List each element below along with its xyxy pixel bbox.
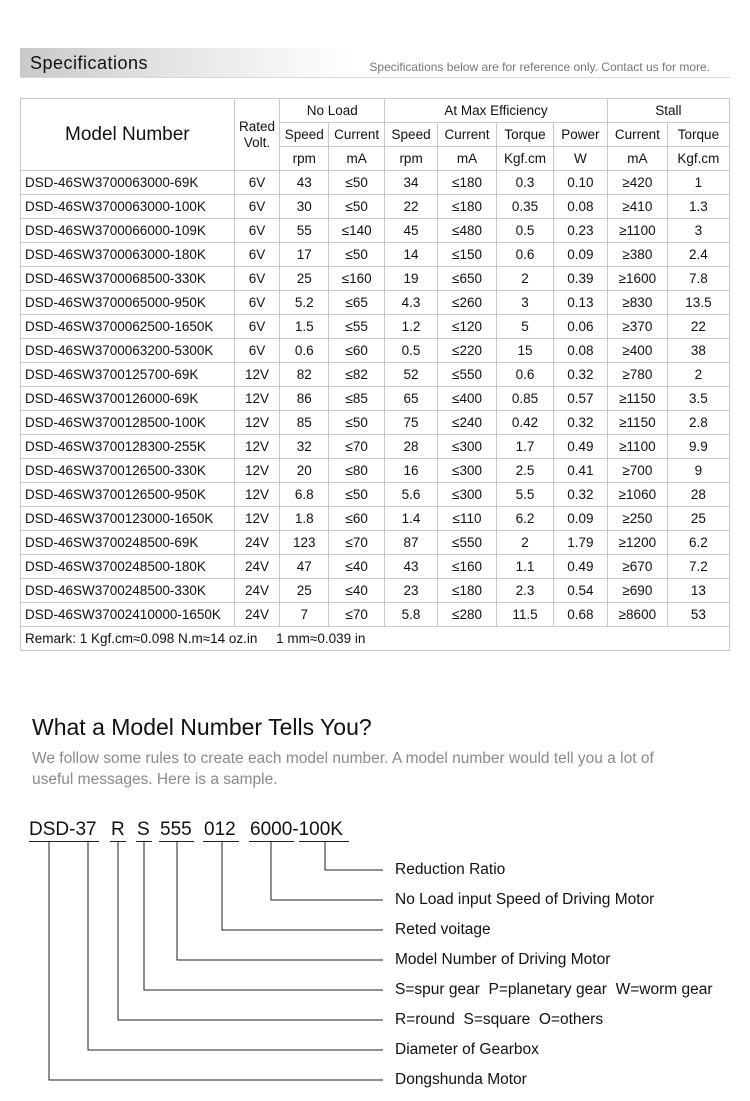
value-cell: ≤550 <box>438 531 497 555</box>
value-cell: ≤70 <box>329 531 385 555</box>
value-cell: ≥400 <box>607 339 667 363</box>
value-cell: ≤120 <box>438 315 497 339</box>
value-cell: 7.2 <box>667 555 729 579</box>
param-header: Power <box>553 123 607 147</box>
value-cell: ≤82 <box>329 363 385 387</box>
section-title: Specifications <box>30 53 149 73</box>
value-cell: 6.8 <box>280 483 329 507</box>
value-cell: 65 <box>385 387 438 411</box>
value-cell: 5.8 <box>385 603 438 627</box>
value-cell: 0.57 <box>553 387 607 411</box>
model-cell: DSD-46SW3700063000-180K <box>21 243 235 267</box>
value-cell: 0.08 <box>553 195 607 219</box>
value-cell: 14 <box>385 243 438 267</box>
unit-header: mA <box>607 147 667 171</box>
leader-voltage <box>222 842 383 930</box>
value-cell: 0.6 <box>280 339 329 363</box>
value-cell: 86 <box>280 387 329 411</box>
label-brand: Dongshunda Motor <box>395 1071 527 1088</box>
unit-header: Kgf.cm <box>667 147 729 171</box>
value-cell: 0.35 <box>497 195 554 219</box>
value-cell: 0.41 <box>553 459 607 483</box>
value-cell: ≤85 <box>329 387 385 411</box>
value-cell: 1.8 <box>280 507 329 531</box>
value-cell: 75 <box>385 411 438 435</box>
voltage-cell: 24V <box>234 579 280 603</box>
value-cell: 5.6 <box>385 483 438 507</box>
value-cell: 3.5 <box>667 387 729 411</box>
param-header: Current <box>607 123 667 147</box>
model-cell: DSD-46SW3700066000-109K <box>21 219 235 243</box>
value-cell: ≥1060 <box>607 483 667 507</box>
value-cell: 123 <box>280 531 329 555</box>
value-cell: ≤40 <box>329 579 385 603</box>
model-segment-gear-type: S <box>137 819 150 840</box>
value-cell: 0.10 <box>553 171 607 195</box>
value-cell: 3 <box>667 219 729 243</box>
value-cell: 87 <box>385 531 438 555</box>
param-header: Speed <box>385 123 438 147</box>
param-header: Current <box>438 123 497 147</box>
value-cell: ≥1200 <box>607 531 667 555</box>
value-cell: 32 <box>280 435 329 459</box>
value-cell: 2.5 <box>497 459 554 483</box>
param-header: Torque <box>667 123 729 147</box>
value-cell: ≥8600 <box>607 603 667 627</box>
value-cell: 1.3 <box>667 195 729 219</box>
value-cell: ≤160 <box>438 555 497 579</box>
value-cell: 1.2 <box>385 315 438 339</box>
value-cell: 1.5 <box>280 315 329 339</box>
value-cell: 0.13 <box>553 291 607 315</box>
value-cell: 0.6 <box>497 363 554 387</box>
model-cell: DSD-46SW3700248500-180K <box>21 555 235 579</box>
value-cell: 0.85 <box>497 387 554 411</box>
model-cell: DSD-46SW3700065000-950K <box>21 291 235 315</box>
label-shape: R=round S=square O=others <box>395 1011 604 1028</box>
value-cell: 2 <box>667 363 729 387</box>
param-header: Current <box>329 123 385 147</box>
value-cell: 23 <box>385 579 438 603</box>
value-cell: 22 <box>385 195 438 219</box>
value-cell: ≤70 <box>329 603 385 627</box>
value-cell: 0.09 <box>553 243 607 267</box>
voltage-cell: 24V <box>234 603 280 627</box>
voltage-cell: 6V <box>234 291 280 315</box>
value-cell: ≤650 <box>438 267 497 291</box>
value-cell: ≥370 <box>607 315 667 339</box>
value-cell: 20 <box>280 459 329 483</box>
value-cell: 11.5 <box>497 603 554 627</box>
model-segment-shape: R <box>111 819 125 840</box>
value-cell: ≤60 <box>329 339 385 363</box>
value-cell: 43 <box>280 171 329 195</box>
value-cell: ≤300 <box>438 483 497 507</box>
model-cell: DSD-46SW3700123000-1650K <box>21 507 235 531</box>
value-cell: 6.2 <box>497 507 554 531</box>
label-reduction-ratio: Reduction Ratio <box>395 861 506 878</box>
model-segment-series: DSD-37 <box>29 819 97 840</box>
value-cell: 82 <box>280 363 329 387</box>
voltage-cell: 6V <box>234 171 280 195</box>
value-cell: ≥1150 <box>607 411 667 435</box>
value-cell: ≤140 <box>329 219 385 243</box>
value-cell: 1.4 <box>385 507 438 531</box>
value-cell: 53 <box>667 603 729 627</box>
model-cell: DSD-46SW3700128300-255K <box>21 435 235 459</box>
voltage-cell: 6V <box>234 339 280 363</box>
unit-header: mA <box>329 147 385 171</box>
model-cell: DSD-46SW3700126000-69K <box>21 387 235 411</box>
value-cell: 5.2 <box>280 291 329 315</box>
leader-gear-type <box>144 842 383 990</box>
value-cell: 2 <box>497 267 554 291</box>
value-cell: 0.23 <box>553 219 607 243</box>
value-cell: 7.8 <box>667 267 729 291</box>
voltage-cell: 12V <box>234 507 280 531</box>
value-cell: 6.2 <box>667 531 729 555</box>
value-cell: 52 <box>385 363 438 387</box>
value-cell: ≥700 <box>607 459 667 483</box>
unit-header: rpm <box>280 147 329 171</box>
value-cell: ≤70 <box>329 435 385 459</box>
value-cell: 0.3 <box>497 171 554 195</box>
value-cell: 16 <box>385 459 438 483</box>
value-cell: 25 <box>280 579 329 603</box>
value-cell: 0.32 <box>553 411 607 435</box>
value-cell: 0.5 <box>497 219 554 243</box>
label-gear-type: S=spur gear P=planetary gear W=worm gear <box>395 981 713 998</box>
value-cell: 2.8 <box>667 411 729 435</box>
value-cell: ≥1150 <box>607 387 667 411</box>
max-efficiency-header: At Max Efficiency <box>385 99 608 123</box>
voltage-cell: 12V <box>234 483 280 507</box>
value-cell: 9.9 <box>667 435 729 459</box>
value-cell: ≤220 <box>438 339 497 363</box>
unit-header: rpm <box>385 147 438 171</box>
value-cell: ≤40 <box>329 555 385 579</box>
value-cell: 55 <box>280 219 329 243</box>
value-cell: 1.79 <box>553 531 607 555</box>
value-cell: 0.49 <box>553 435 607 459</box>
model-segment-motor: 555 <box>160 819 192 840</box>
value-cell: ≤80 <box>329 459 385 483</box>
value-cell: 0.68 <box>553 603 607 627</box>
value-cell: ≤50 <box>329 483 385 507</box>
value-cell: 28 <box>385 435 438 459</box>
value-cell: ≤180 <box>438 579 497 603</box>
value-cell: ≤50 <box>329 195 385 219</box>
param-header: Speed <box>280 123 329 147</box>
value-cell: 0.09 <box>553 507 607 531</box>
leader-driving-motor <box>177 842 383 960</box>
value-cell: 47 <box>280 555 329 579</box>
value-cell: ≥1100 <box>607 435 667 459</box>
value-cell: 0.54 <box>553 579 607 603</box>
value-cell: 4.3 <box>385 291 438 315</box>
value-cell: ≤280 <box>438 603 497 627</box>
model-cell: DSD-46SW3700248500-330K <box>21 579 235 603</box>
value-cell: 43 <box>385 555 438 579</box>
model-section-title: What a Model Number Tells You? <box>32 714 372 740</box>
voltage-cell: 6V <box>234 267 280 291</box>
value-cell: ≤180 <box>438 195 497 219</box>
model-cell: DSD-46SW3700063000-100K <box>21 195 235 219</box>
value-cell: 15 <box>497 339 554 363</box>
value-cell: 3 <box>497 291 554 315</box>
value-cell: ≤50 <box>329 171 385 195</box>
voltage-cell: 24V <box>234 531 280 555</box>
model-cell: DSD-46SW3700126500-330K <box>21 459 235 483</box>
value-cell: ≤50 <box>329 411 385 435</box>
value-cell: ≥690 <box>607 579 667 603</box>
leader-diameter <box>88 842 383 1050</box>
value-cell: 0.49 <box>553 555 607 579</box>
model-cell: DSD-46SW3700068500-330K <box>21 267 235 291</box>
value-cell: ≥1600 <box>607 267 667 291</box>
value-cell: 85 <box>280 411 329 435</box>
voltage-cell: 24V <box>234 555 280 579</box>
voltage-cell: 6V <box>234 315 280 339</box>
value-cell: ≤260 <box>438 291 497 315</box>
no-load-header: No Load <box>280 99 385 123</box>
voltage-cell: 6V <box>234 243 280 267</box>
value-cell: ≥670 <box>607 555 667 579</box>
value-cell: ≥420 <box>607 171 667 195</box>
model-section-intro: We follow some rules to create each model number. A model number would tell you a lot of useful messages. Here is a sample. <box>32 750 654 788</box>
voltage-cell: 12V <box>234 459 280 483</box>
model-cell: DSD-46SW3700248500-69K <box>21 531 235 555</box>
value-cell: ≤55 <box>329 315 385 339</box>
value-cell: 0.39 <box>553 267 607 291</box>
value-cell: 2.4 <box>667 243 729 267</box>
model-number-header: Model Number <box>21 99 235 171</box>
value-cell: 13 <box>667 579 729 603</box>
leader-brand <box>49 842 383 1080</box>
remark: Remark: 1 Kgf.cm≈0.098 N.m≈14 oz.in 1 mm≈0.039 in <box>21 627 730 651</box>
value-cell: ≤110 <box>438 507 497 531</box>
value-cell: ≤150 <box>438 243 497 267</box>
model-cell: DSD-46SW37002410000-1650K <box>21 603 235 627</box>
value-cell: ≤60 <box>329 507 385 531</box>
value-cell: 22 <box>667 315 729 339</box>
model-cell: DSD-46SW3700063000-69K <box>21 171 235 195</box>
voltage-cell: 6V <box>234 219 280 243</box>
leader-input-speed <box>271 842 383 900</box>
value-cell: ≤480 <box>438 219 497 243</box>
voltage-cell: 6V <box>234 195 280 219</box>
model-cell: DSD-46SW3700126500-950K <box>21 483 235 507</box>
value-cell: 34 <box>385 171 438 195</box>
voltage-cell: 12V <box>234 387 280 411</box>
stall-header: Stall <box>607 99 729 123</box>
value-cell: 1 <box>667 171 729 195</box>
value-cell: 25 <box>280 267 329 291</box>
param-header: Torque <box>497 123 554 147</box>
value-cell: 1.7 <box>497 435 554 459</box>
value-cell: 5 <box>497 315 554 339</box>
voltage-cell: 12V <box>234 363 280 387</box>
value-cell: 38 <box>667 339 729 363</box>
model-cell: DSD-46SW3700128500-100K <box>21 411 235 435</box>
unit-header: Kgf.cm <box>497 147 554 171</box>
value-cell: ≤160 <box>329 267 385 291</box>
value-cell: 0.08 <box>553 339 607 363</box>
value-cell: ≤180 <box>438 171 497 195</box>
value-cell: 2.3 <box>497 579 554 603</box>
value-cell: ≥380 <box>607 243 667 267</box>
value-cell: 9 <box>667 459 729 483</box>
value-cell: 5.5 <box>497 483 554 507</box>
value-cell: 17 <box>280 243 329 267</box>
value-cell: ≥1100 <box>607 219 667 243</box>
value-cell: ≤300 <box>438 435 497 459</box>
leader-reduction-ratio <box>325 842 383 870</box>
value-cell: ≥830 <box>607 291 667 315</box>
value-cell: ≥780 <box>607 363 667 387</box>
value-cell: 25 <box>667 507 729 531</box>
value-cell: ≤300 <box>438 459 497 483</box>
reference-note: Specifications below are for reference only. Contact us for more. <box>369 60 710 74</box>
model-segment-speed-ratio: 6000-100K <box>250 819 343 840</box>
value-cell: 0.5 <box>385 339 438 363</box>
model-cell: DSD-46SW3700062500-1650K <box>21 315 235 339</box>
leader-shape <box>118 842 383 1020</box>
value-cell: 0.32 <box>553 363 607 387</box>
voltage-cell: 12V <box>234 435 280 459</box>
value-cell: 0.06 <box>553 315 607 339</box>
value-cell: 2 <box>497 531 554 555</box>
value-cell: 0.32 <box>553 483 607 507</box>
value-cell: 45 <box>385 219 438 243</box>
model-cell: DSD-46SW3700063200-5300K <box>21 339 235 363</box>
value-cell: 30 <box>280 195 329 219</box>
voltage-cell: 12V <box>234 411 280 435</box>
value-cell: 7 <box>280 603 329 627</box>
value-cell: 19 <box>385 267 438 291</box>
value-cell: 28 <box>667 483 729 507</box>
label-input-speed: No Load input Speed of Driving Motor <box>395 891 655 908</box>
label-voltage: Reted voitage <box>395 921 491 938</box>
value-cell: 0.6 <box>497 243 554 267</box>
model-segment-voltage: 012 <box>204 819 236 840</box>
value-cell: ≤50 <box>329 243 385 267</box>
value-cell: 1.1 <box>497 555 554 579</box>
model-cell: DSD-46SW3700125700-69K <box>21 363 235 387</box>
value-cell: ≥410 <box>607 195 667 219</box>
value-cell: ≤400 <box>438 387 497 411</box>
value-cell: ≤65 <box>329 291 385 315</box>
value-cell: ≤240 <box>438 411 497 435</box>
unit-header: W <box>553 147 607 171</box>
value-cell: 13.5 <box>667 291 729 315</box>
value-cell: ≤550 <box>438 363 497 387</box>
value-cell: 0.42 <box>497 411 554 435</box>
label-driving-motor: Model Number of Driving Motor <box>395 951 611 968</box>
value-cell: ≥250 <box>607 507 667 531</box>
unit-header: mA <box>438 147 497 171</box>
label-diameter: Diameter of Gearbox <box>395 1041 539 1058</box>
rated-volt-header: Rated Volt. <box>234 99 280 171</box>
